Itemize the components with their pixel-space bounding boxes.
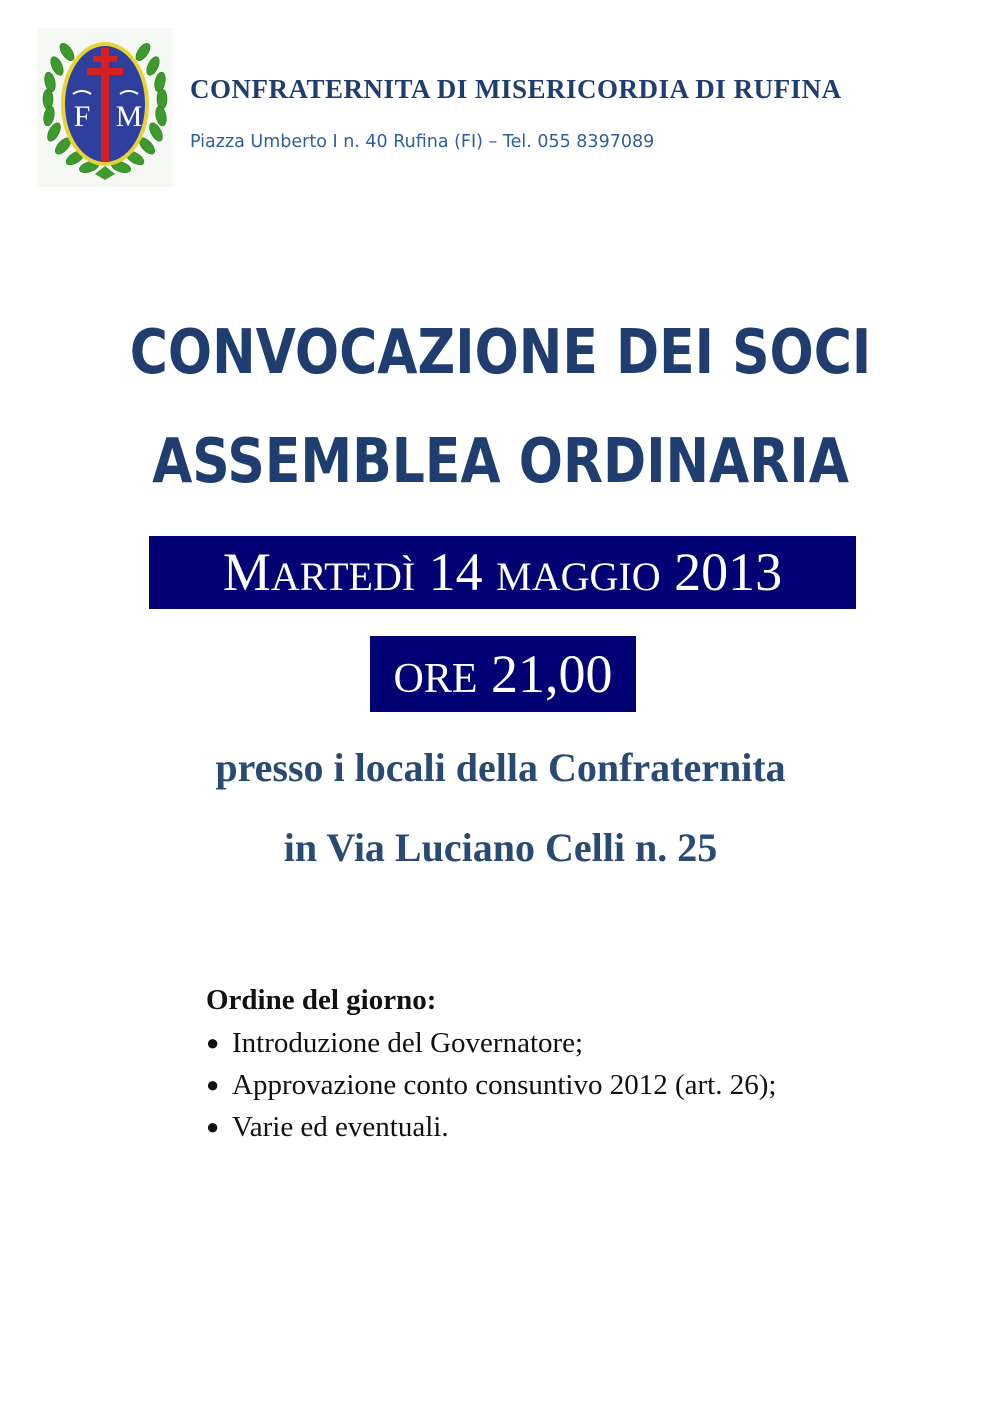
organization-address: Piazza Umberto I n. 40 Rufina (FI) – Tel. 055 8397089 (190, 132, 655, 152)
agenda-item-text: Varie ed eventuali. (232, 1111, 449, 1143)
date-day: 14 (428, 542, 483, 602)
notice-subtitle: ASSEMBLEA ORDINARIA (152, 426, 849, 498)
meeting-time-banner (370, 636, 636, 712)
time-value: 21,00 (491, 644, 613, 704)
organization-name: CONFRATERNITA DI MISERICORDIA DI RUFINA (190, 74, 842, 104)
agenda-item (206, 1022, 776, 1064)
agenda-item-text: Approvazione conto consuntivo 2012 (art. 26); (232, 1069, 777, 1101)
date-weekday-initial: M (222, 542, 271, 602)
location-line-1: presso i locali della Confraternita (215, 745, 786, 790)
organization-logo (37, 28, 173, 187)
misericordia-cross-wreath-icon (37, 28, 173, 187)
agenda-heading: Ordine del giorno: (206, 984, 437, 1016)
agenda (206, 980, 776, 1148)
bullet-icon: ● (206, 1072, 220, 1097)
agenda-item-text: Introduzione del Governatore; (232, 1027, 584, 1059)
date-year: 2013 (674, 542, 783, 602)
logo-letter-m: M (115, 100, 143, 133)
agenda-list (206, 1022, 776, 1148)
location-line-2: in Via Luciano Celli n. 25 (283, 825, 718, 870)
bullet-icon: ● (206, 1030, 220, 1055)
bullet-icon: ● (206, 1114, 220, 1139)
notice-title: CONVOCAZIONE DEI SOCI (129, 317, 872, 389)
logo-letter-f: F (73, 100, 91, 133)
date-weekday-rest: ARTEDÌ (270, 554, 416, 599)
agenda-item (206, 1106, 776, 1148)
time-label: ORE (393, 656, 478, 702)
meeting-date-banner (149, 536, 856, 609)
date-month: MAGGIO (496, 554, 661, 599)
agenda-item (206, 1064, 776, 1106)
